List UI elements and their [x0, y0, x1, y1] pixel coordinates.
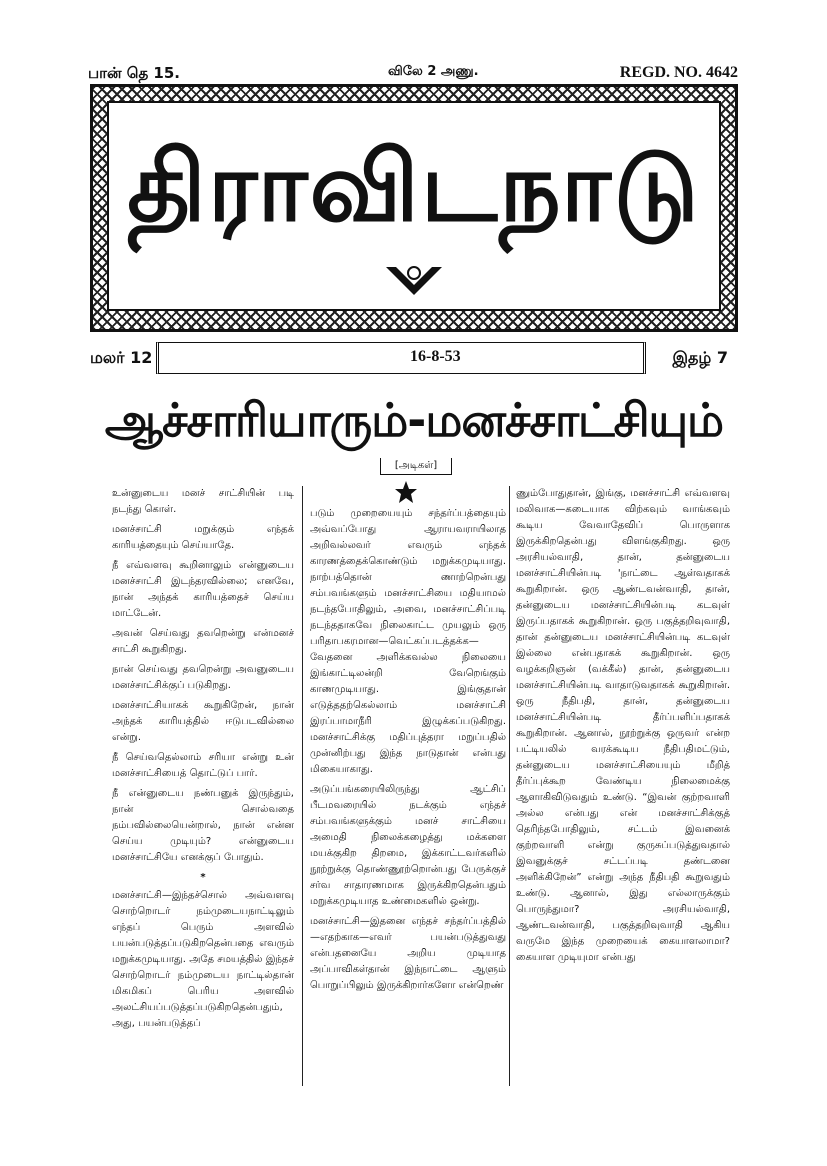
paragraph: நீ என்னுடைய நண்பனுக் இருந்தும், நான் சொல்வதை நம்பவில்லையென்றால், நான் என்ன செய்ய முடியும்? என்னுடைய மனச்சாட்சியே எனக்குப் போதும். — [112, 788, 294, 863]
paragraph: மனச்சாட்சி—இதனை எந்தச் சந்தர்ப்பத்தில்—எதற்காக—எவர் பயன்படுத்துவது என்பதனையே அறிய முடியாத அப்பாவிகள்தான் இந்நாட்டை ஆளும் பொறுப்பிலும் இருக்கிறார்களோ என்றெண் — [310, 916, 506, 991]
paragraph: அடுப்பங்கரையிலிருந்து ஆட்சிப் பீடமவரையில் நடக்கும் எந்தச் சம்பவங்களுக்கும் மனச் சாட்சியை அமைதி நிலைக்கழைத்து மக்களை மயக்குகிற திறமை, இக்காட்டவர்களில் நூற்றுக்கு தொண்ணூற்றொன்பது பேருக்குச் சர்வ சாதாரணமாக இருக்கிறதென்பதும் மறுக்கமுடியாத உண்மைகளில் ஒன்று. — [310, 784, 506, 907]
date-box — [156, 342, 646, 374]
article-byline: [அடிகள்] — [380, 458, 452, 475]
paragraph: நீ எவ்வளவு கூறினாலும் என்னுடைய மனச்சாட்சி இடந்தரவில்லை; எனவே, நான் அந்தக் காரியத்தைச் செய்ய மாட்டேன். — [112, 560, 294, 619]
paragraph: மனச்சாட்சியாகக் கூறுகிறேன், நான் அந்தக் காரியத்தில் ஈடுபடவில்லை என்று. — [112, 700, 294, 743]
paragraph: நான் செய்வது தவறென்று அவனுடைய மனச்சாட்சிக்குப் படுகிறது. — [112, 664, 294, 691]
paragraph: நீ செய்வதெல்லாம் சரியா என்று உன் மனச்சாட்சியைத் தொட்டுப் பார். — [112, 752, 294, 779]
top-left-text: பான் தெ 15. — [88, 64, 181, 82]
emblem-icon — [382, 261, 446, 299]
paragraph: படும் முறையையும் சந்தர்ப்பத்தையும் அவ்வப்போது ஆராயவராயிலாத அறிவல்லவர் எவரும் எந்தக் காரணத்தைக்கொண்டும் மறுக்கமுடியாது. நாற்பத்தொன் ணாற்றென்பது சம்பவங்களும் மனச்சாட்சியை மதியாமல் நடந்தபோதிலும், அவை, மனச்சாட்சிப்படி நடந்ததாகவே நிலைகாட்ட முயலும் ஒரு பரிதாபகரமான—வெட்கப்படத்தக்க—வேதனை அளிக்கவல்ல நிலையை இங்காட்டிலன்றி வேறெங்கும் காணமுடியாது. இங்குதான் எடுத்ததற்கெல்லாம் மனச்சாட்சி இரப்பாமாநீரி இழுக்கப்படுகிறது. மனச்சாட்சிக்கு மதிப்புத்தரா மறுப்பதில் முன்னிற்பது இந்த நாடுதான் என்பது மிகையாகாது. — [310, 508, 506, 775]
newspaper-title: திராவிடநாடு — [127, 131, 701, 243]
article-column-3 — [516, 486, 730, 970]
article-column-1 — [112, 486, 294, 1036]
star-icon — [394, 480, 418, 504]
issue-date: 16-8-53 — [410, 348, 461, 365]
paragraph: மனச்சாட்சி—இந்தச்சொல் அவ்வளவு சொற்றொடர் நம்முடையநாட்டிலும் எந்தப் பெரும் அளவில் பயன்படுத்தப்படுகிறதென்பதை எவரும் மறுக்கமுடியாது. அதே சமயத்தில் இந்தச் சொற்றொடர் நம்முடைய நாட்டில்தான் மிகமிகப் பெரிய அளவில் அலட்சியப்படுத்தப்படுகிறதென்பதும், அது, பயன்படுத்தப் — [112, 890, 294, 1029]
paragraph: ணும்போதுதான், இங்கு, மனச்சாட்சி எவ்வளவு மலிவாக—கடையாக விற்கவும் வாங்கவும் கூடிய வேவாதேவிப் பொருளாக இருக்கிறதென்பது விளங்குகிறது. ஒரு அரசியல்வாதி, தான், தன்னுடைய மனச்சாட்சியின்படி 'நாட்டை ஆள்வதாகக் கூறுகிறான். ஒரு ஆண்டவன்வாதி, தான், தன்னுடைய மனச்சாட்சியின்படி கடவுள் இருப்பதாகக் கூறுகிறான். ஒரு பகுத்தறிவுவாதி, தான் தன்னுடைய மனச்சாட்சியின்படி கடவுள் இல்லை என்பதாகக் கூறுகிறான். ஒரு வழக்கறிஞன் (வக்கீல்) தான், தன்னுடைய மனச்சாட்சியின்படி வாதாடுவதாகக் கூறுகிறான். ஒரு நீதிபதி, தான், தன்னுடைய மனச்சாட்சியின்படி தீர்ப்பளிப்பதாகக் கூறுகிறான். ஆனால், நூற்றுக்கு ஒருவர் என்ற பட்டியலில் வரக்கூடிய நீதிபதிமட்டும், தன்னுடைய மனச்சாட்சியையும் மீறித் தீர்ப்புக்கூற வேண்டிய நிலைமைக்கு ஆளாகிவிடுவதும் உண்டு. “இவன் குற்றவாளி அல்ல என்பது என் மனச்சாட்சிக்குத் தெரிந்தபோதிலும், சட்டம் இவனைக் குற்றவாளி என்று குருசுப்படுத்துவதால் இவனுக்குச் சட்டப்படி தண்டனை அளிக்கிறேன்” என்று அந்த நீதிபதி கூறுவதும் உண்டு. ஆனால், இது எல்லாருக்கும் பொருந்துமா? அரசியல்வாதி, ஆண்டவன்வாதி, பகுத்தறிவுவாதி ஆகிய வருமே இந்த முறையைக் கையாளலாமா? கையாள முடியுமா என்பது — [516, 488, 730, 963]
masthead-panel — [107, 101, 721, 311]
issue-number: இதழ் 7 — [672, 348, 728, 367]
price-text: விலே 2 அணு. — [388, 64, 479, 79]
paragraph: மனச்சாட்சி மறுக்கும் எந்தக் காரியத்தையும் செய்யாதே. — [112, 524, 294, 551]
paragraph: உன்னுடைய மனச் சாட்சியின் படி நடந்து கொள். — [112, 488, 294, 515]
column-divider — [509, 486, 510, 1086]
section-separator: * — [200, 872, 206, 883]
volume-label: மலர் 12 — [90, 348, 153, 367]
issue-bar — [90, 340, 738, 378]
article-column-2 — [310, 506, 506, 998]
paragraph: அவன் செய்வது தவறென்று என்மனச் சாட்சி கூறுகிறது. — [112, 628, 294, 655]
registration-number: REGD. NO. 4642 — [619, 64, 738, 81]
top-info-line — [88, 64, 738, 86]
article-headline: ஆச்சாரியாரும்-மனச்சாட்சியும் — [104, 393, 724, 447]
column-divider — [302, 486, 303, 1086]
masthead — [90, 84, 738, 332]
